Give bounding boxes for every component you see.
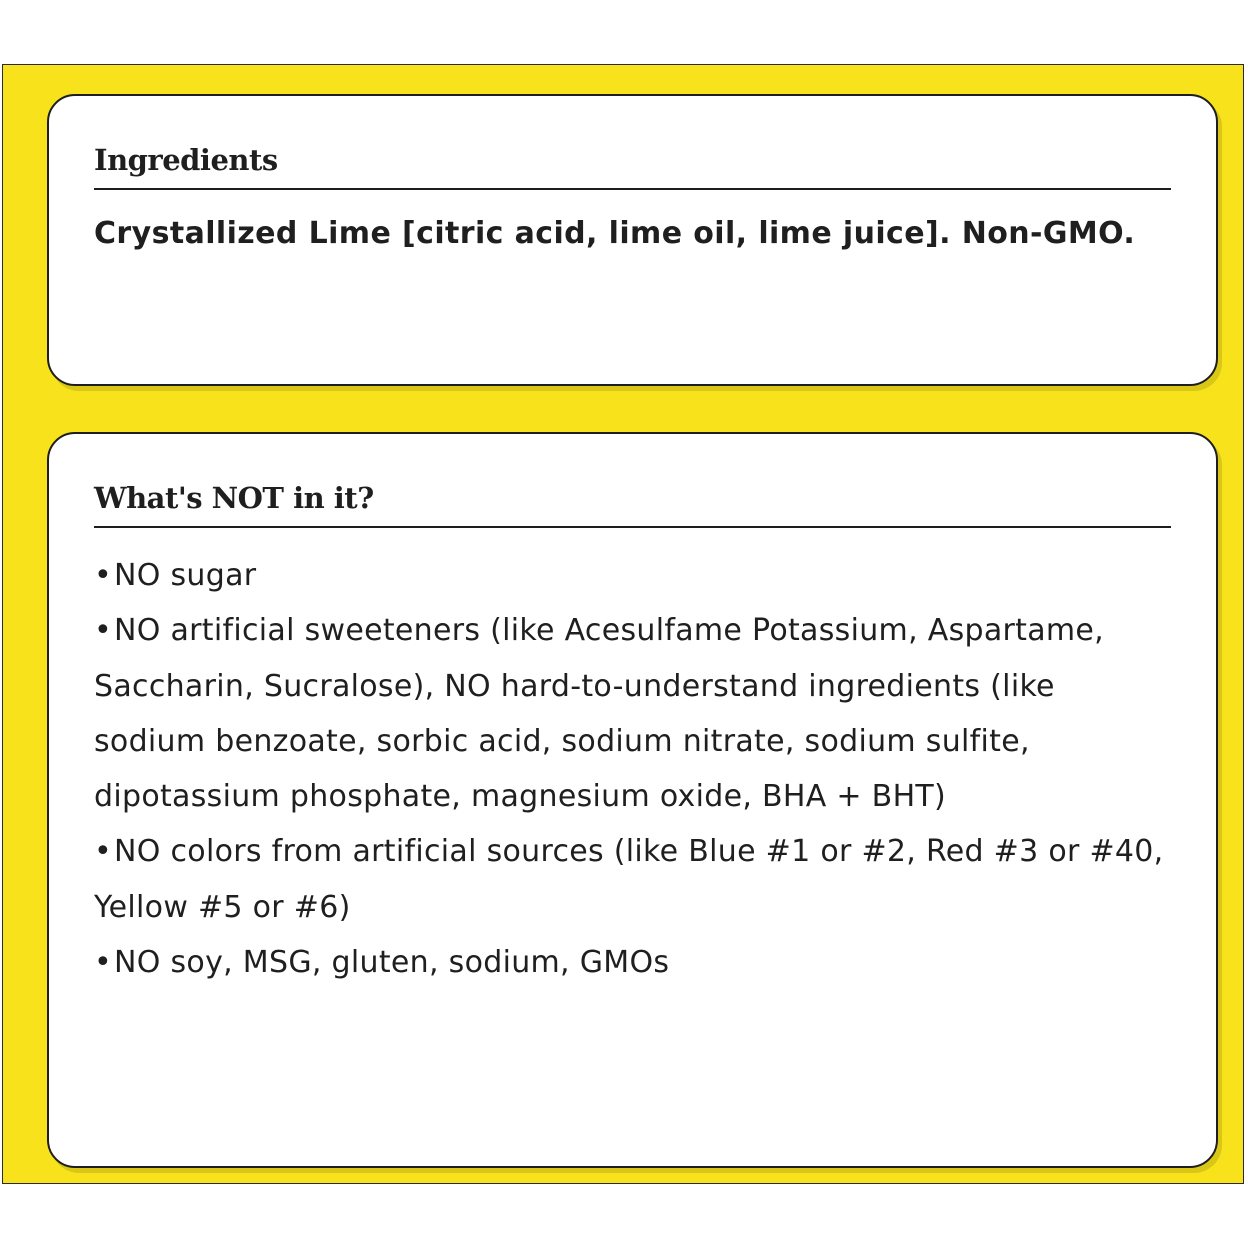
list-item xyxy=(94,935,1176,990)
bullet-icon: • xyxy=(94,613,112,649)
bullet-icon: • xyxy=(94,558,112,593)
ingredients-title: Ingredients xyxy=(94,140,1171,190)
not-in-it-title: What's NOT in it? xyxy=(94,478,1171,528)
not-in-it-card xyxy=(47,432,1218,1168)
ingredients-text: Crystallized Lime [citric acid, lime oil, lime juice]. Non-GMO. xyxy=(94,216,1136,251)
not-in-it-list xyxy=(94,548,1176,990)
list-item xyxy=(94,824,1176,935)
bullet-icon: • xyxy=(94,945,112,981)
yellow-frame xyxy=(2,64,1244,1184)
list-item-text: NO sugar xyxy=(114,558,257,593)
list-item xyxy=(94,603,1176,824)
list-item-text: NO colors from artificial sources (like Blue #1 or #2, Red #3 or #40, Yellow #5 or #6) xyxy=(94,834,1164,925)
ingredients-card xyxy=(47,94,1218,386)
list-item xyxy=(94,548,1176,603)
bullet-icon: • xyxy=(94,834,112,870)
list-item-text: NO soy, MSG, gluten, sodium, GMOs xyxy=(114,945,670,981)
list-item-text: NO artificial sweeteners (like Acesulfame Potassium, Aspartame, Saccharin, Sucralose), NO hard-to-understand ingredients (like sodium benzoate, sorbic acid, sodium nitrate, sodium sulfite, dipotassium phosphate, magnesium oxide, BHA + BHT) xyxy=(94,613,1105,815)
